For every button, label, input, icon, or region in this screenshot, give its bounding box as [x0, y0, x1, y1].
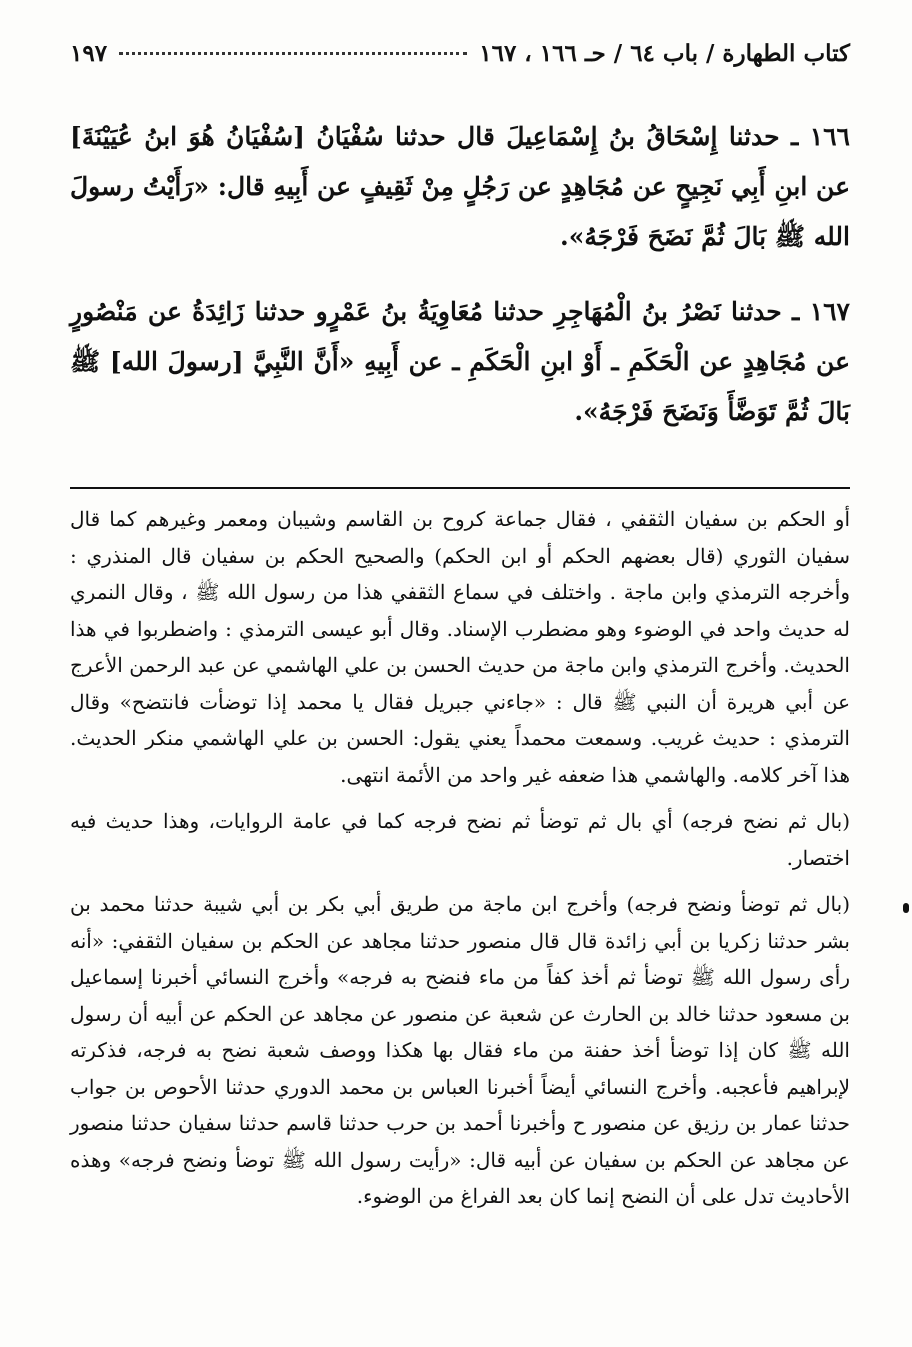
- scan-mark: [903, 903, 909, 913]
- running-header: [70, 40, 850, 84]
- footnote-divider: [70, 487, 850, 489]
- hadith-167: ١٦٧ ـ حدثنا نَصْرُ بنُ الْمُهَاجِرِ حدثنا مُعَاوِيَةُ بنُ عَمْرٍو حدثنا زَائِدَةُ عن مَنْصُورٍ عن مُجَاهِدٍ عن الْحَكَمِ ـ أَوْ ابنِ الْحَكَمِ ـ عن أَبِيهِ «أَنَّ النَّبِيَّ [رسولَ الله] ﷺ بَالَ ثُمَّ تَوَضَّأَ وَنَضَحَ فَرْجَهُ».: [70, 297, 850, 426]
- hadith-166: ١٦٦ ـ حدثنا إِسْحَاقُ بنُ إِسْمَاعِيلَ قال حدثنا سُفْيَانُ [سُفْيَانُ هُوَ ابنُ عُيَيْنَةَ] عن ابنِ أَبِي نَجِيحٍ عن مُجَاهِدٍ عن رَجُلٍ مِنْ ثَقِيفٍ عن أَبِيهِ قال: «رَأَيْتُ رسولَ الله ﷺ بَالَ ثُمَّ نَضَحَ فَرْجَهُ».: [70, 122, 850, 251]
- leader-dots: [119, 52, 467, 55]
- commentary-paragraph: (بال ثم توضأ ونضح فرجه) وأخرج ابن ماجة من طريق أبي بكر بن أبي شيبة حدثنا محمد بن بشر حدثنا زكريا بن أبي زائدة قال قال منصور حدثنا مجاهد عن الحكم بن سفيان الثقفي: «أنه رأى رسول الله ﷺ توضأ ثم أخذ كفاً من ماء فنضح به فرجه» وأخرج النسائي أخبرنا إسماعيل بن مسعود حدثنا خالد بن الحارث عن شعبة عن منصور عن مجاهد عن الحكم عن أبيه أن رسول الله ﷺ كان إذا توضأ أخذ حفنة من ماء فقال بها هكذا ووصف شعبة نضح به فرجه، فذكرته لإبراهيم فأعجبه. وأخرج النسائي أيضاً أخبرنا العباس بن محمد الدوري حدثنا الأحوص بن جواب حدثنا عمار بن رزيق عن منصور ح وأخبرنا أحمد بن حرب حدثنا قاسم حدثنا سفيان حدثنا منصور عن مجاهد عن الحكم بن سفيان عن أبيه قال: «رأيت رسول الله ﷺ توضأ ونضح فرجه» وهذه الأحاديث تدل على أن النضح إنما كان بعد الفراغ من الوضوء.: [70, 892, 850, 1208]
- commentary-paragraph: (بال ثم نضح فرجه) أي بال ثم توضأ ثم نضح فرجه كما في عامة الروايات، وهذا حديث فيه اختصار.: [70, 809, 850, 870]
- book-page: [70, 40, 850, 1330]
- chapter-title: كتاب الطهارة / باب ٦٤ / حـ ١٦٦ ، ١٦٧: [479, 40, 850, 67]
- page-number: ١٩٧: [70, 40, 108, 67]
- commentary-paragraph: أو الحكم بن سفيان الثقفي ، فقال جماعة كروح بن القاسم وشيبان ومعمر وغيرهم كما قال سفيان الثوري (قال بعضهم الحكم أو ابن الحكم) والصحيح الحكم بن سفيان قال المنذري : وأخرجه الترمذي وابن ماجة . واختلف في سماع الثقفي هذا من رسول الله ﷺ ، وقال النمري له حديث واحد في الوضوء وهو مضطرب الإسناد. وقال أبو عيسى الترمذي : واضطربوا في هذا الحديث. وأخرج الترمذي وابن ماجة من حديث الحسن بن علي الهاشمي عن عبد الرحمن الأعرج عن أبي هريرة أن النبي ﷺ قال : «جاءني جبريل فقال يا محمد إذا توضأت فانتضح» وقال الترمذي : حديث غريب. وسمعت محمداً يعني يقول: الحسن بن علي الهاشمي منكر الحديث. هذا آخر كلامه. والهاشمي هذا ضعفه غير واحد من الأئمة انتهى.: [70, 507, 850, 787]
